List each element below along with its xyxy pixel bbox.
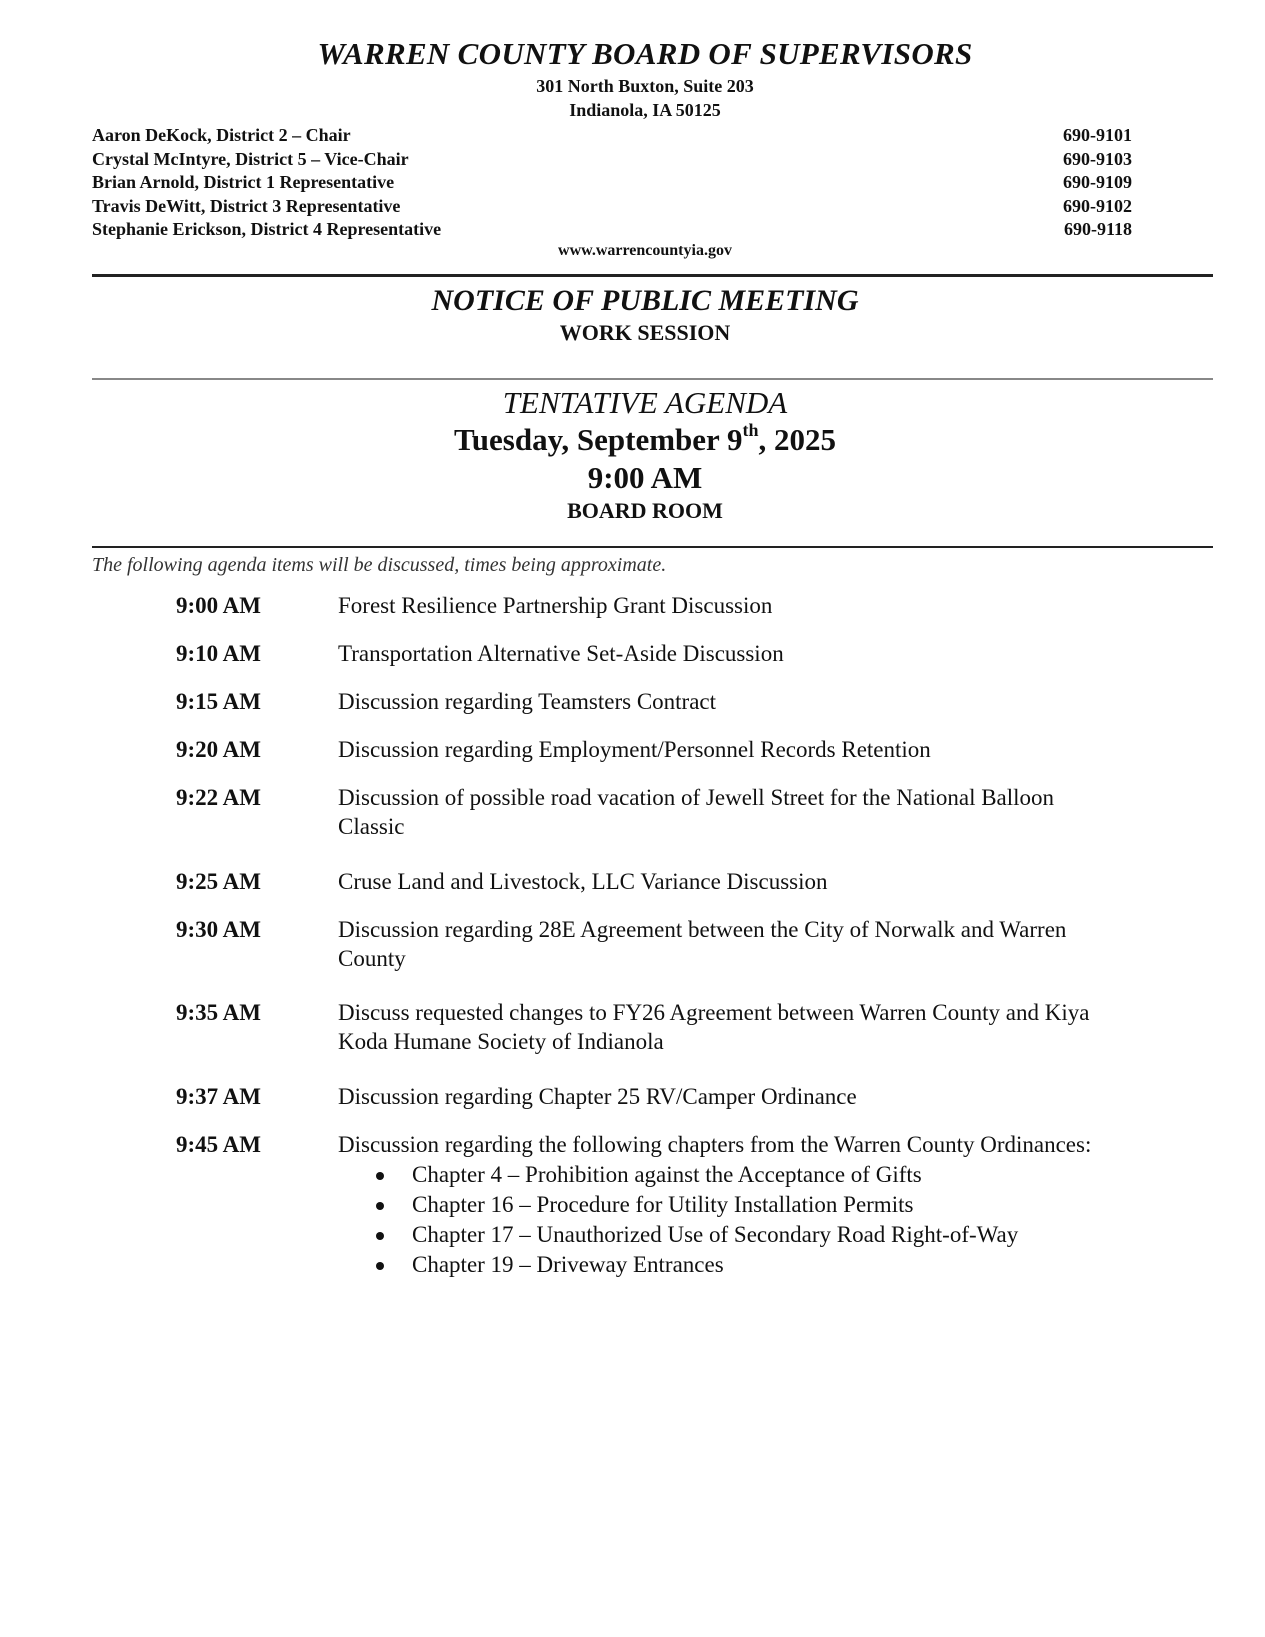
member-row	[92, 195, 1132, 219]
divider-middle	[92, 378, 1213, 380]
chapter-text: Chapter 16 – Procedure for Utility Installation Permits	[412, 1191, 914, 1217]
member-row	[92, 124, 1132, 148]
notice-subtitle: WORK SESSION	[559, 320, 731, 345]
meeting-location: BOARD ROOM	[567, 498, 723, 523]
agenda-text: Cruse Land and Livestock, LLC Variance Discussion	[338, 869, 828, 894]
bullet-icon	[376, 1202, 384, 1210]
meeting-date	[0, 422, 1265, 458]
bullet-icon	[376, 1172, 384, 1180]
member-name: Aaron DeKock, District 2 – Chair	[92, 125, 351, 145]
member-name: Brian Arnold, District 1 Representative	[92, 172, 395, 192]
chapter-item	[338, 1250, 1118, 1280]
agenda-intro: The following agenda items will be discussed, times being approximate.	[92, 554, 667, 576]
agenda-time: 9:25 AM	[176, 869, 261, 894]
agenda-time: 9:37 AM	[176, 1084, 261, 1109]
member-name: Travis DeWitt, District 3 Representative	[92, 195, 401, 216]
agenda-time: 9:45 AM	[176, 1132, 261, 1157]
chapter-list	[338, 1160, 1118, 1280]
chapter-text: Chapter 4 – Prohibition against the Acceptance of Gifts	[412, 1161, 922, 1187]
address-line-1: 301 North Buxton, Suite 203	[536, 76, 754, 96]
agenda-text-block	[338, 1131, 1118, 1280]
agenda-time: 9:15 AM	[176, 689, 261, 714]
member-phone: 690-9103	[1063, 148, 1132, 169]
notice-title: NOTICE OF PUBLIC MEETING	[431, 284, 859, 317]
board-title: WARREN COUNTY BOARD OF SUPERVISORS	[317, 36, 973, 71]
agenda-text: Discussion regarding 28E Agreement between the City of Norwalk and Warren County	[338, 917, 1067, 971]
agenda-time: 9:20 AM	[176, 737, 261, 762]
agenda-text: Discussion of possible road vacation of Jewell Street for the National Balloon Classic	[338, 785, 1055, 839]
divider-top	[92, 274, 1213, 277]
agenda-time: 9:00 AM	[176, 593, 261, 618]
member-row	[92, 148, 1132, 172]
agenda-text: Discuss requested changes to FY26 Agreement between Warren County and Kiya Koda Humane Society of Indianola	[338, 1000, 1090, 1054]
meeting-time: 9:00 AM	[587, 460, 703, 495]
date-prefix: Tuesday, September 9	[453, 422, 743, 457]
agenda-text: Discussion regarding Employment/Personnel Records Retention	[338, 737, 931, 762]
agenda-text: Transportation Alternative Set-Aside Discussion	[338, 641, 784, 666]
members-list	[92, 124, 1132, 242]
agenda-text: Discussion regarding Chapter 25 RV/Camper Ordinance	[338, 1084, 857, 1109]
agenda-text: Discussion regarding Teamsters Contract	[338, 689, 717, 714]
date-year: , 2025	[758, 422, 837, 457]
agenda-text: Forest Resilience Partnership Grant Discussion	[338, 593, 773, 618]
member-name: Stephanie Erickson, District 4 Representative	[92, 219, 442, 239]
member-row	[92, 218, 1132, 242]
bullet-icon	[376, 1232, 384, 1240]
chapter-item	[338, 1160, 1118, 1190]
member-phone: 690-9102	[1063, 195, 1132, 216]
agenda-time: 9:30 AM	[176, 917, 261, 942]
address-line-2: Indianola, IA 50125	[569, 100, 721, 120]
chapter-item	[338, 1220, 1118, 1250]
member-phone: 690-9118	[1063, 219, 1132, 239]
chapter-text: Chapter 17 – Unauthorized Use of Secondary Road Right-of-Way	[412, 1221, 1019, 1247]
date-suffix: th	[742, 420, 759, 440]
member-name: Crystal McIntyre, District 5 – Vice-Chair	[92, 148, 409, 169]
member-phone: 690-9109	[1063, 172, 1132, 192]
agenda-time: 9:35 AM	[176, 1000, 261, 1025]
divider-bottom	[92, 546, 1213, 548]
agenda-title: TENTATIVE AGENDA	[502, 385, 788, 420]
agenda-time: 9:10 AM	[176, 641, 261, 666]
bullet-icon	[376, 1262, 384, 1270]
chapter-text: Chapter 19 – Driveway Entrances	[412, 1251, 724, 1277]
website-link[interactable]: www.warrencountyia.gov	[558, 242, 732, 259]
chapter-item	[338, 1190, 1118, 1220]
member-row	[92, 171, 1132, 195]
agenda-text: Discussion regarding the following chapters from the Warren County Ordinances:	[338, 1132, 1092, 1157]
member-phone: 690-9101	[1063, 125, 1132, 145]
agenda-time: 9:22 AM	[176, 785, 261, 810]
